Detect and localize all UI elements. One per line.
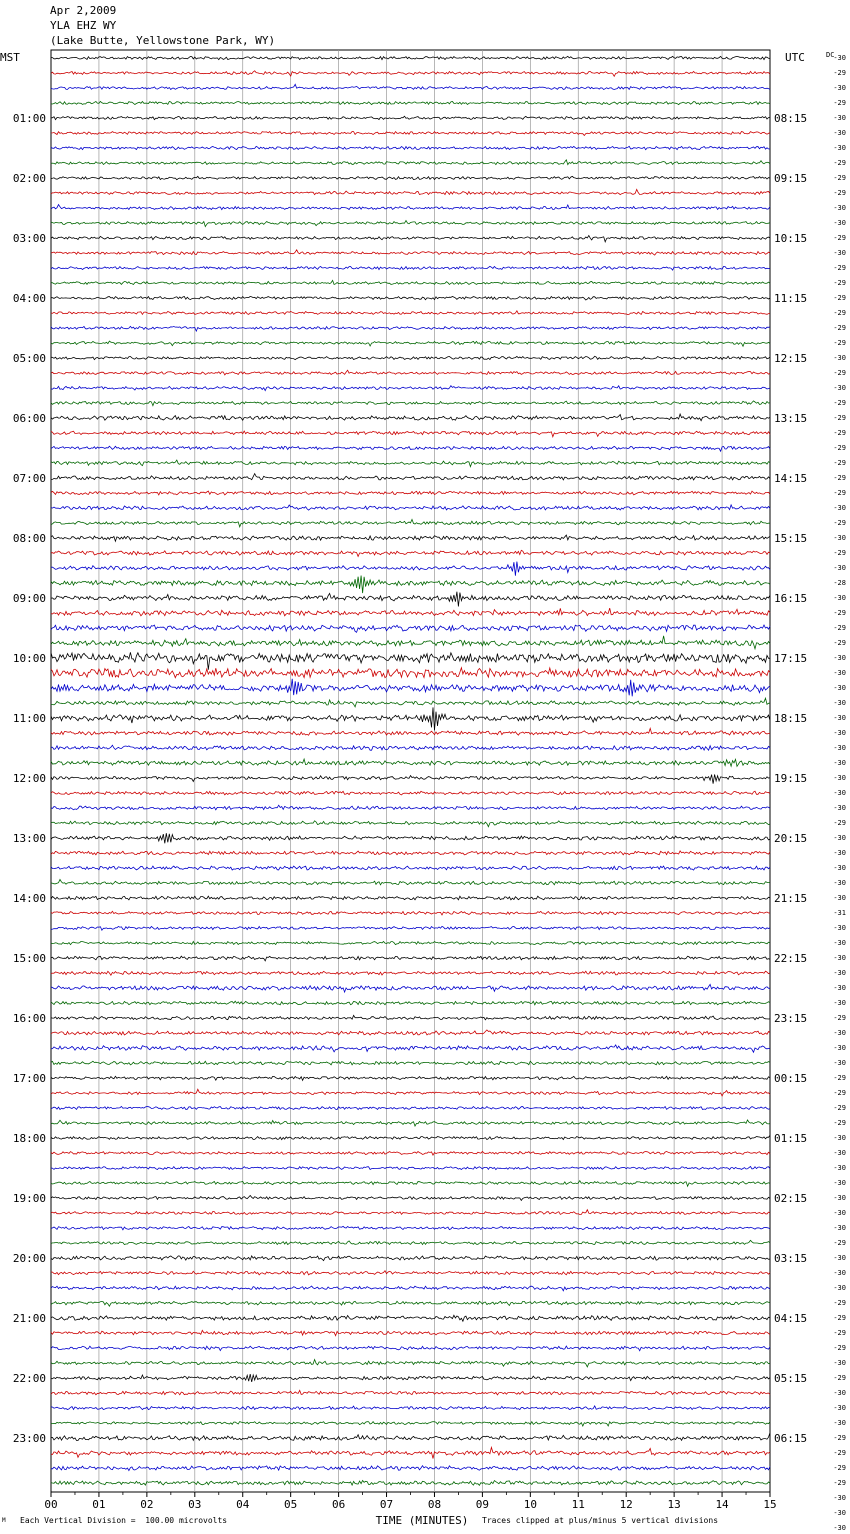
dc-offset-label: -29 (833, 489, 846, 497)
mst-hour-label: 20:00 (12, 1252, 46, 1265)
dc-offset-label: -29 (833, 69, 846, 77)
trace-line (51, 1030, 770, 1035)
dc-offset-label: -30 (833, 54, 846, 62)
trace-line (51, 1374, 770, 1382)
plot-date: Apr 2,2009 (50, 4, 117, 17)
trace-line (51, 851, 770, 855)
trace-line (51, 698, 770, 707)
mst-hour-label: 18:00 (12, 1132, 46, 1145)
dc-offset-label: -29 (833, 159, 846, 167)
trace-line (51, 880, 770, 885)
trace-line (51, 1330, 770, 1335)
dc-offset-label: -29 (833, 624, 846, 632)
dc-offset-label: -29 (833, 1449, 846, 1457)
x-axis-label: TIME (MINUTES) (375, 1514, 469, 1527)
dc-offset-label: -29 (833, 324, 846, 332)
trace-line (51, 608, 770, 616)
x-tick-label: 02 (140, 1498, 154, 1511)
mst-hour-label: 11:00 (12, 712, 46, 725)
dc-offset-label: -29 (833, 1344, 846, 1352)
trace-line (51, 1015, 770, 1019)
trace-line (51, 356, 770, 359)
utc-hour-label: 11:15 (774, 292, 808, 305)
x-tick-label: 06 (331, 1498, 346, 1511)
mst-hour-label: 02:00 (12, 172, 46, 185)
trace-line (51, 326, 770, 331)
station-id: YLA EHZ WY (50, 19, 117, 32)
dc-offset-label: -29 (833, 549, 846, 557)
trace-line (51, 401, 770, 406)
dc-offset-label: -30 (833, 534, 846, 542)
dc-offset-label: -30 (833, 729, 846, 737)
trace-line (51, 505, 770, 510)
dc-offset-label: -29 (833, 609, 846, 617)
mst-axis-title: MST (0, 51, 20, 64)
trace-line (51, 535, 770, 541)
dc-offset-label: -30 (833, 744, 846, 752)
mst-hour-label: 01:00 (12, 112, 46, 125)
trace-line (51, 805, 770, 810)
dc-offset-label: -30 (833, 879, 846, 887)
trace-line (51, 1151, 770, 1155)
trace-line (51, 205, 770, 210)
dc-offset-label: -30 (833, 1404, 846, 1412)
trace-line (51, 745, 770, 750)
dc-offset-label: -29 (833, 519, 846, 527)
utc-hour-label: 01:15 (774, 1132, 808, 1145)
trace-line (51, 1135, 770, 1139)
dc-offset-label: -30 (833, 219, 846, 227)
dc-offset-label: -29 (833, 474, 846, 482)
dc-offset-label: -30 (833, 204, 846, 212)
dc-offset-label: -30 (833, 1194, 846, 1202)
utc-hour-label: 16:15 (774, 592, 808, 605)
dc-column-title: DC (826, 51, 835, 59)
x-tick-label: 08 (427, 1498, 442, 1511)
utc-axis-title: UTC (785, 51, 805, 64)
trace-line (51, 1466, 770, 1471)
trace-line (51, 775, 770, 784)
dc-offset-label: -30 (833, 1179, 846, 1187)
trace-line (51, 866, 770, 870)
mst-hour-label: 15:00 (12, 952, 46, 965)
utc-hour-label: 15:15 (774, 532, 808, 545)
utc-hour-label: 13:15 (774, 412, 808, 425)
utc-hour-label: 00:15 (774, 1072, 808, 1085)
dc-offset-label: -30 (833, 1029, 846, 1037)
dc-offset-label: -29 (833, 1014, 846, 1022)
dc-offset-label: -30 (833, 504, 846, 512)
dc-offset-label: -28 (833, 579, 846, 587)
trace-line (51, 1120, 770, 1126)
trace-line (51, 759, 770, 766)
trace-line (51, 341, 770, 346)
dc-offset-label: -30 (833, 1509, 846, 1517)
trace-line (51, 926, 770, 930)
utc-hour-label: 06:15 (774, 1432, 808, 1445)
trace-line (51, 562, 770, 576)
dc-offset-label: -29 (833, 1239, 846, 1247)
dc-offset-label: -29 (833, 399, 846, 407)
mst-hour-label: 21:00 (12, 1312, 46, 1325)
trace-line (51, 221, 770, 227)
trace-line (51, 296, 770, 300)
dc-offset-label: -30 (833, 669, 846, 677)
trace-line (51, 1061, 770, 1065)
trace-line (51, 971, 770, 975)
dc-offset-label: -30 (833, 129, 846, 137)
x-tick-label: 15 (763, 1498, 777, 1511)
dc-offset-label: -30 (833, 114, 846, 122)
trace-line (51, 1346, 770, 1351)
dc-offset-label: -30 (833, 1224, 846, 1232)
mst-hour-label: 09:00 (12, 592, 46, 605)
dc-offset-label: -29 (833, 444, 846, 452)
dc-offset-label: -30 (833, 1389, 846, 1397)
trace-line (51, 491, 770, 495)
trace-line (51, 1001, 770, 1005)
dc-offset-label: -29 (833, 1374, 846, 1382)
trace-line (51, 984, 770, 992)
trace-line (51, 1447, 770, 1458)
trace-line (51, 956, 770, 961)
dc-offset-label: -29 (833, 1089, 846, 1097)
trace-line (51, 1271, 770, 1275)
dc-offset-label: -29 (833, 279, 846, 287)
dc-offset-label: -29 (833, 1464, 846, 1472)
trace-line (51, 84, 770, 89)
utc-hour-label: 09:15 (774, 172, 808, 185)
x-tick-label: 13 (667, 1498, 681, 1511)
dc-offset-label: -30 (833, 564, 846, 572)
utc-hour-label: 19:15 (774, 772, 808, 785)
dc-offset-label: -31 (833, 909, 846, 917)
trace-line (51, 896, 770, 900)
mst-hour-label: 07:00 (12, 472, 46, 485)
x-tick-label: 09 (475, 1498, 490, 1511)
trace-line (51, 1240, 770, 1244)
trace-line (51, 1301, 770, 1306)
dc-offset-label: -30 (833, 144, 846, 152)
dc-offset-label: -30 (833, 894, 846, 902)
dc-offset-label: -30 (833, 1284, 846, 1292)
trace-line (51, 911, 770, 915)
dc-offset-label: -30 (833, 1419, 846, 1427)
trace-line (51, 1226, 770, 1229)
dc-offset-label: -30 (833, 834, 846, 842)
dc-offset-label: -29 (833, 189, 846, 197)
mst-hour-label: 22:00 (12, 1372, 46, 1385)
mst-hour-label: 23:00 (12, 1432, 46, 1445)
trace-line (51, 791, 770, 795)
dc-offset-label: -29 (833, 174, 846, 182)
trace-line (51, 1045, 770, 1052)
dc-offset-label: -29 (833, 99, 846, 107)
trace-line (51, 176, 770, 179)
dc-offset-label: -30 (833, 759, 846, 767)
utc-hour-label: 23:15 (774, 1012, 808, 1025)
trace-line (51, 1360, 770, 1367)
trace-line (51, 431, 770, 437)
trace-line (51, 1089, 770, 1096)
trace-line (51, 1433, 770, 1441)
utc-hour-label: 08:15 (774, 112, 808, 125)
trace-line (51, 250, 770, 255)
mst-hour-label: 05:00 (12, 352, 46, 365)
utc-hour-label: 20:15 (774, 832, 808, 845)
trace-line (51, 679, 770, 697)
dc-offset-label: -30 (833, 594, 846, 602)
mst-hour-label: 17:00 (12, 1072, 46, 1085)
dc-offset-label: -30 (833, 84, 846, 92)
station-location: (Lake Butte, Yellowstone Park, WY) (50, 34, 276, 47)
trace-line (51, 116, 770, 119)
dc-offset-label: -30 (833, 1254, 846, 1262)
dc-offset-label: -29 (833, 459, 846, 467)
dc-offset-label: -30 (833, 1524, 846, 1532)
x-tick-label: 10 (523, 1498, 537, 1511)
x-tick-label: 03 (188, 1498, 202, 1511)
trace-line (51, 519, 770, 526)
x-tick-label: 12 (619, 1498, 633, 1511)
utc-hour-label: 21:15 (774, 892, 808, 905)
trace-line (51, 1315, 770, 1321)
trace-line (51, 132, 770, 136)
trace-line (51, 821, 770, 827)
utc-hour-label: 17:15 (774, 652, 808, 665)
utc-hour-label: 18:15 (774, 712, 808, 725)
corner-mark: M (2, 1517, 6, 1524)
trace-line (51, 728, 770, 735)
dc-offset-label: -29 (833, 294, 846, 302)
mst-hour-label: 19:00 (12, 1192, 46, 1205)
dc-offset-label: -29 (833, 819, 846, 827)
trace-line (51, 625, 770, 632)
trace-line (51, 833, 770, 843)
clip-note: Traces clipped at plus/minus 5 vertical divisions (482, 1516, 719, 1525)
dc-offset-label: -29 (833, 369, 846, 377)
dc-offset-label: -29 (833, 339, 846, 347)
trace-line (51, 370, 770, 375)
trace-line (51, 1406, 770, 1410)
dc-offset-label: -30 (833, 1059, 846, 1067)
mst-hour-label: 03:00 (12, 232, 46, 245)
plot-frame (51, 50, 770, 1492)
trace-line (51, 1196, 770, 1201)
dc-offset-label: -30 (833, 774, 846, 782)
dc-offset-label: -30 (833, 654, 846, 662)
dc-offset-label: -30 (833, 714, 846, 722)
dc-offset-label: -30 (833, 699, 846, 707)
trace-line (51, 266, 770, 270)
utc-hour-label: 22:15 (774, 952, 808, 965)
mst-hour-label: 14:00 (12, 892, 46, 905)
trace-line (51, 550, 770, 556)
trace-line (51, 652, 770, 669)
dc-offset-label: -29 (833, 264, 846, 272)
trace-line (51, 1390, 770, 1395)
dc-offset-label: -29 (833, 639, 846, 647)
dc-offset-label: -30 (833, 684, 846, 692)
dc-offset-label: -30 (833, 384, 846, 392)
utc-hour-label: 03:15 (774, 1252, 808, 1265)
trace-line (51, 474, 770, 480)
trace-line (51, 446, 770, 451)
trace-line (51, 1181, 770, 1187)
trace-line (51, 1422, 770, 1426)
dc-offset-label: -30 (833, 924, 846, 932)
dc-offset-label: -29 (833, 1479, 846, 1487)
trace-line (51, 668, 770, 678)
mst-hour-label: 16:00 (12, 1012, 46, 1025)
trace-line (51, 1286, 770, 1291)
mst-hour-label: 12:00 (12, 772, 46, 785)
x-tick-label: 05 (284, 1498, 298, 1511)
dc-offset-label: -30 (833, 1209, 846, 1217)
dc-offset-label: -30 (833, 1359, 846, 1367)
dc-offset-label: -29 (833, 1104, 846, 1112)
dc-offset-label: -30 (833, 1134, 846, 1142)
utc-hour-label: 10:15 (774, 232, 808, 245)
dc-offset-label: -30 (833, 849, 846, 857)
dc-offset-label: -30 (833, 804, 846, 812)
utc-hour-label: 14:15 (774, 472, 808, 485)
trace-line (51, 236, 770, 242)
trace-line (51, 460, 770, 467)
trace-line (51, 189, 770, 194)
utc-hour-label: 04:15 (774, 1312, 808, 1325)
dc-offset-label: -30 (833, 984, 846, 992)
trace-line (51, 414, 770, 421)
dc-offset-label: -29 (833, 1314, 846, 1322)
trace-line (51, 1076, 770, 1080)
dc-offset-label: -29 (833, 1119, 846, 1127)
dc-offset-label: -30 (833, 864, 846, 872)
trace-line (51, 707, 770, 730)
trace-line (51, 941, 770, 944)
dc-offset-label: -30 (833, 1164, 846, 1172)
x-tick-label: 07 (379, 1498, 394, 1511)
dc-offset-label: -29 (833, 1329, 846, 1337)
mst-hour-label: 04:00 (12, 292, 46, 305)
trace-line (51, 1106, 770, 1109)
trace-line (51, 71, 770, 77)
dc-offset-label: -30 (833, 954, 846, 962)
dc-offset-label: -30 (833, 1269, 846, 1277)
trace-line (51, 576, 770, 594)
dc-offset-label: -30 (833, 1149, 846, 1157)
x-tick-label: 00 (44, 1498, 58, 1511)
trace-line (51, 1256, 770, 1261)
dc-offset-label: -30 (833, 1494, 846, 1502)
dc-offset-label: -29 (833, 309, 846, 317)
utc-hour-label: 12:15 (774, 352, 808, 365)
dc-offset-label: -30 (833, 939, 846, 947)
trace-line (51, 146, 770, 149)
trace-line (51, 280, 770, 284)
trace-line (51, 1210, 770, 1215)
x-tick-label: 11 (571, 1498, 585, 1511)
trace-line (51, 1167, 770, 1170)
trace-line (51, 102, 770, 105)
dc-offset-label: -30 (833, 354, 846, 362)
dc-offset-label: -30 (833, 789, 846, 797)
x-tick-label: 14 (715, 1498, 729, 1511)
mst-hour-label: 10:00 (12, 652, 46, 665)
mst-hour-label: 06:00 (12, 412, 46, 425)
trace-line (51, 1481, 770, 1486)
dc-offset-label: -30 (833, 249, 846, 257)
utc-hour-label: 05:15 (774, 1372, 808, 1385)
trace-line (51, 311, 770, 315)
dc-offset-label: -30 (833, 999, 846, 1007)
dc-offset-label: -29 (833, 234, 846, 242)
dc-offset-label: -29 (833, 1299, 846, 1307)
dc-offset-label: -29 (833, 429, 846, 437)
mst-hour-label: 08:00 (12, 532, 46, 545)
trace-line (51, 592, 770, 607)
dc-offset-label: -29 (833, 1074, 846, 1082)
trace-line (51, 636, 770, 649)
x-tick-label: 04 (236, 1498, 250, 1511)
mst-hour-label: 13:00 (12, 832, 46, 845)
trace-line (51, 160, 770, 165)
dc-offset-label: -29 (833, 414, 846, 422)
dc-offset-label: -29 (833, 1434, 846, 1442)
dc-offset-label: -30 (833, 969, 846, 977)
dc-offset-label: -30 (833, 1044, 846, 1052)
trace-line (51, 386, 770, 391)
trace-line (51, 56, 770, 59)
x-tick-label: 01 (92, 1498, 106, 1511)
scale-note: Each Vertical Division = 100.00 microvolts (20, 1516, 228, 1525)
utc-hour-label: 02:15 (774, 1192, 808, 1205)
